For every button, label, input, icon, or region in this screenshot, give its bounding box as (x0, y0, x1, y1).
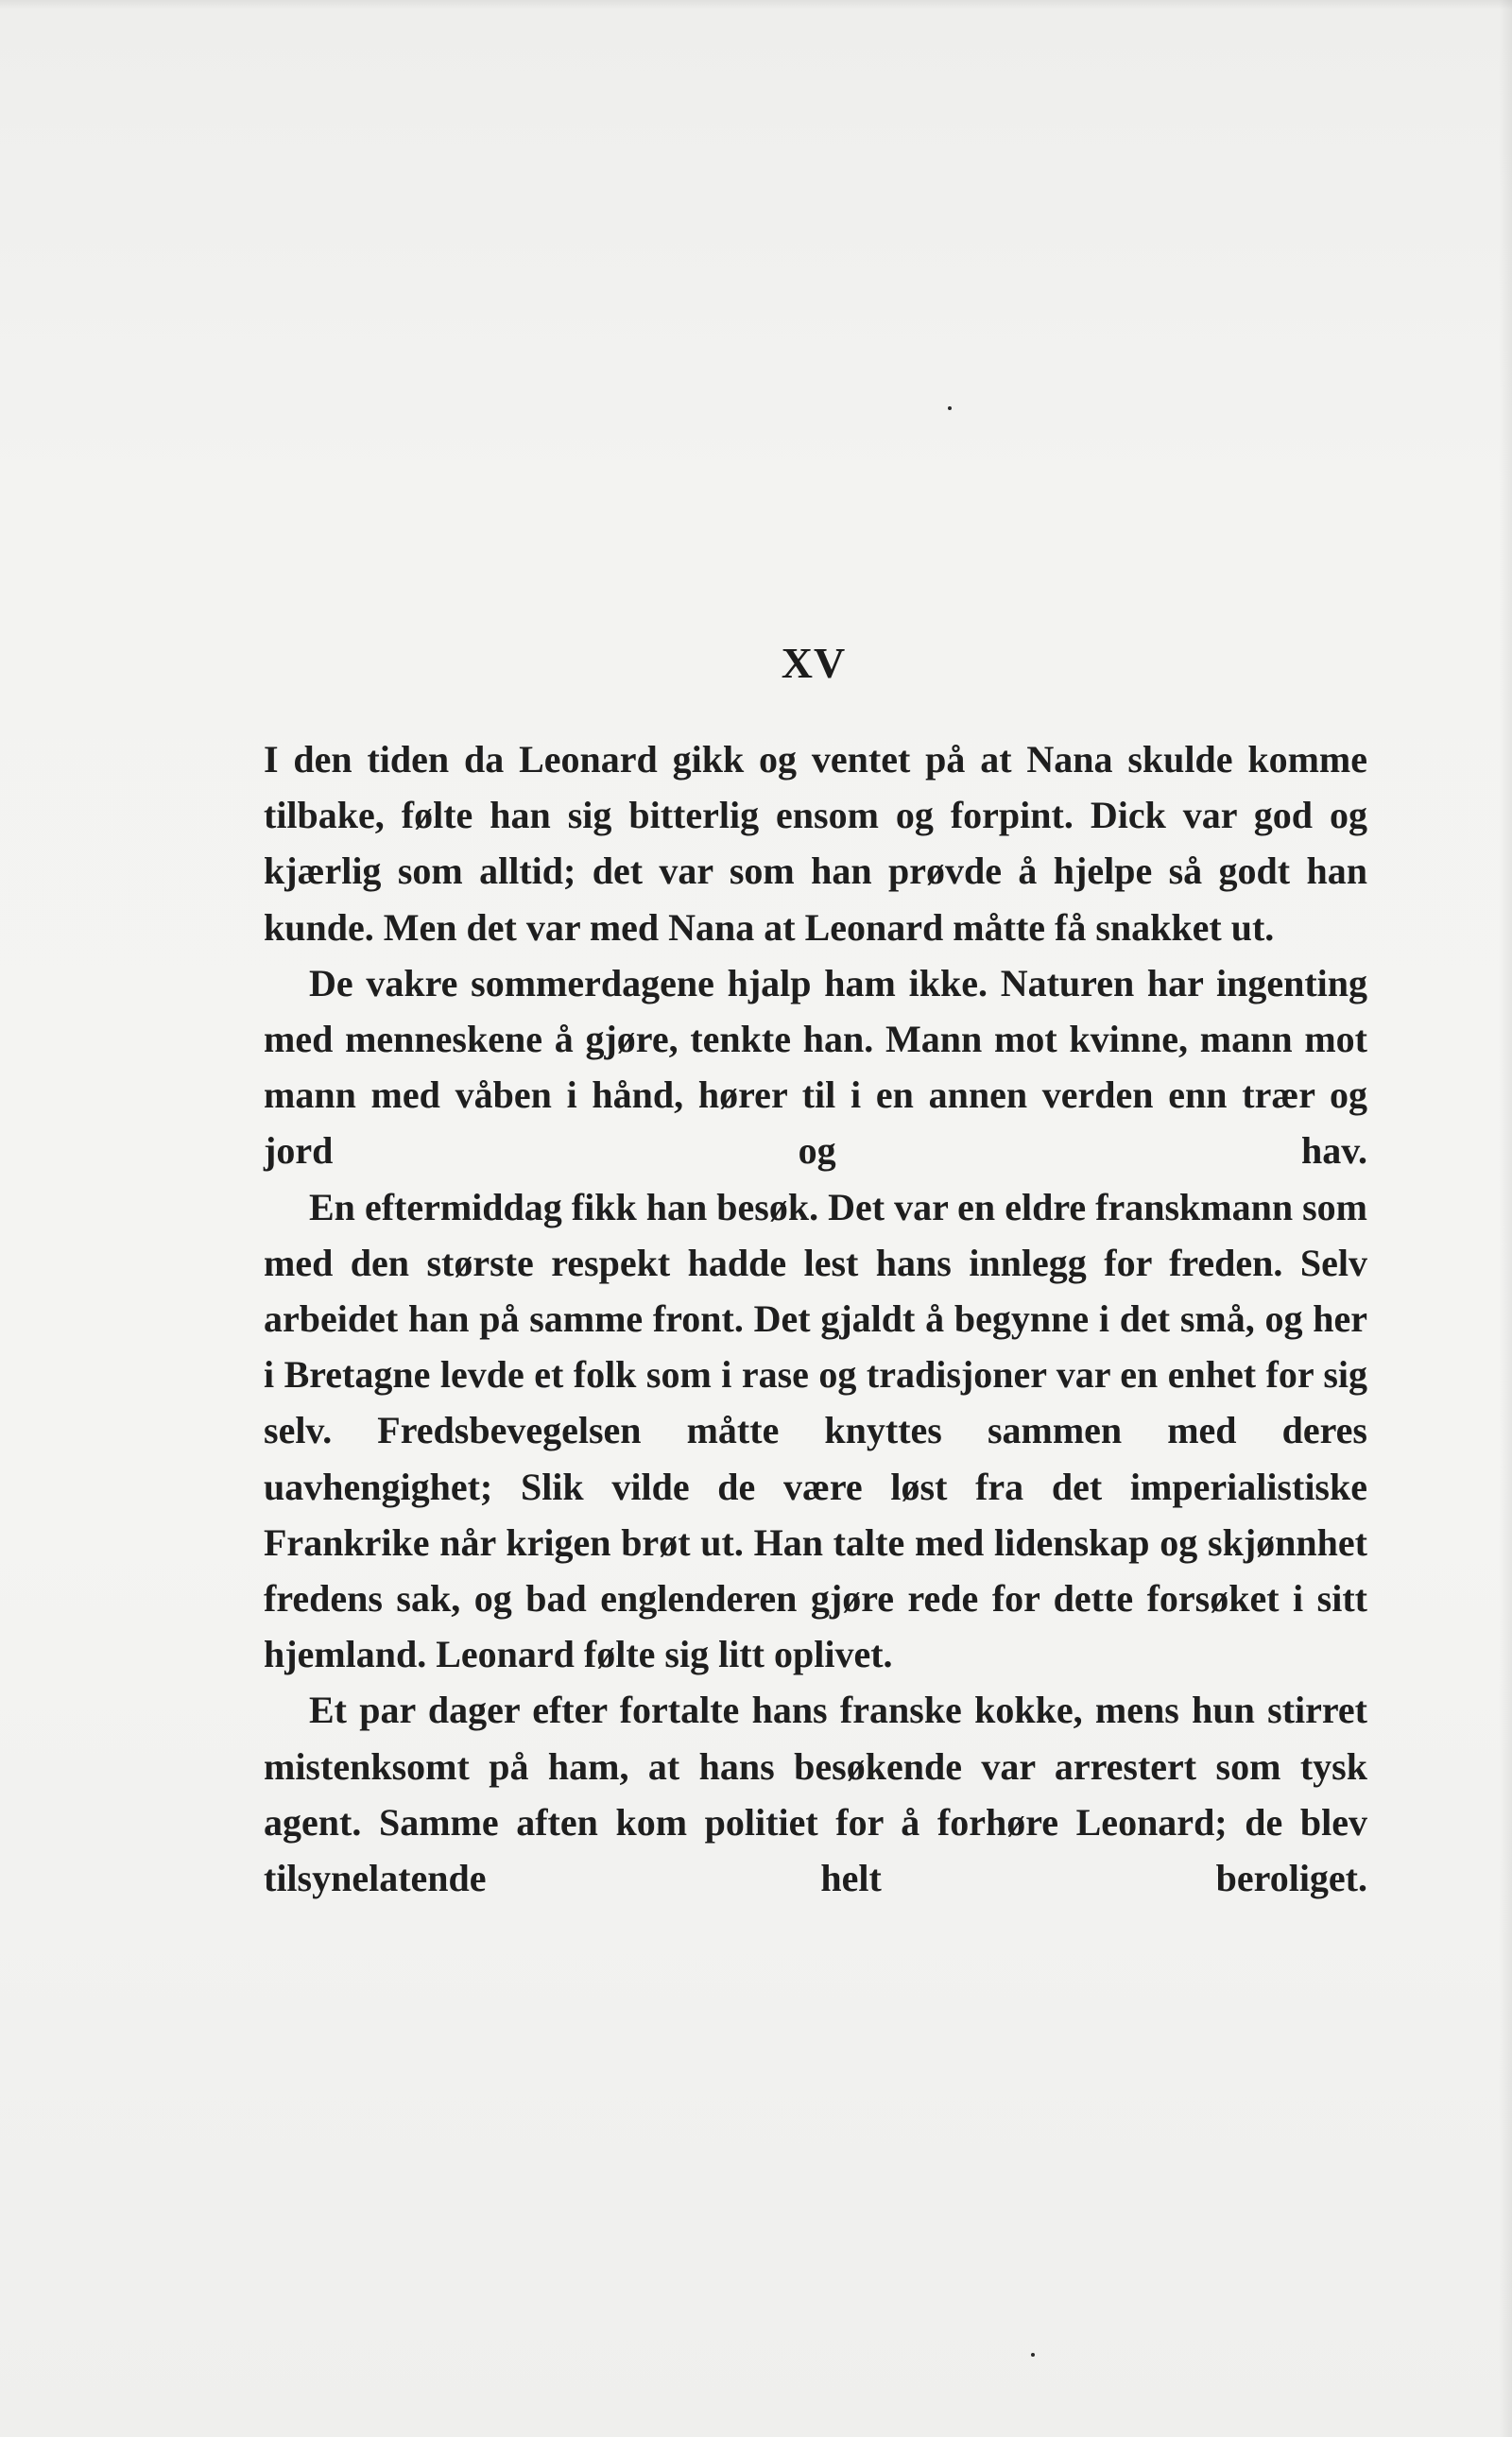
page-right-shadow (1499, 0, 1512, 2437)
paragraph-3: En eftermiddag fikk han besøk. Det var en eldre franskmann som med den største respekt hadde lest hans innlegg for freden. Selv arbeidet han på samme front. Det gjaldt å begynne i det små, og her i Bretagne levde et folk som i rase og tradisjoner var en enhet for sig selv. Fredsbevegelsen måtte knyttes sammen med deres uavhengighet; Slik vilde de være løst fra det imperialistiske Frankrike når krigen brøt ut. Han talte med lidenskap og skjønnhet fredens sak, og bad englenderen gjøre rede for dette forsøket i sitt hjemland. Leonard følte sig litt oplivet. (264, 1185, 1367, 1676)
paragraph-4: Et par dager efter fortalte hans franske kokke, mens hun stirret mistenksomt på ham, at hans besøkende var arrestert som tysk agent. Samme aften kom politiet for å forhøre Leonard; de blev tilsynelatende helt beroliget. (264, 1689, 1367, 1900)
paragraph-2: De vakre sommerdagene hjalp ham ikke. Naturen har ingenting med menneskene å gjøre, tenkte han. Mann mot kvinne, mann mot mann med våben i hånd, hører til i en annen verden enn trær og jord og hav. (264, 961, 1367, 1173)
page-top-shadow (0, 0, 1512, 9)
paper-speck (1031, 2353, 1035, 2357)
paper-speck (948, 406, 952, 410)
paragraph-1: I den tiden da Leonard gikk og ventet på at Nana skulde komme tilbake, følte han sig bitterlig ensom og forpint. Dick var god og kjærlig som alltid; det var som han prøvde å hjelpe så godt han kunde. Men det var med Nana at Leonard måtte få snakket ut. (264, 738, 1367, 949)
chapter-text (264, 731, 1367, 1906)
chapter-heading: XV (781, 639, 847, 687)
